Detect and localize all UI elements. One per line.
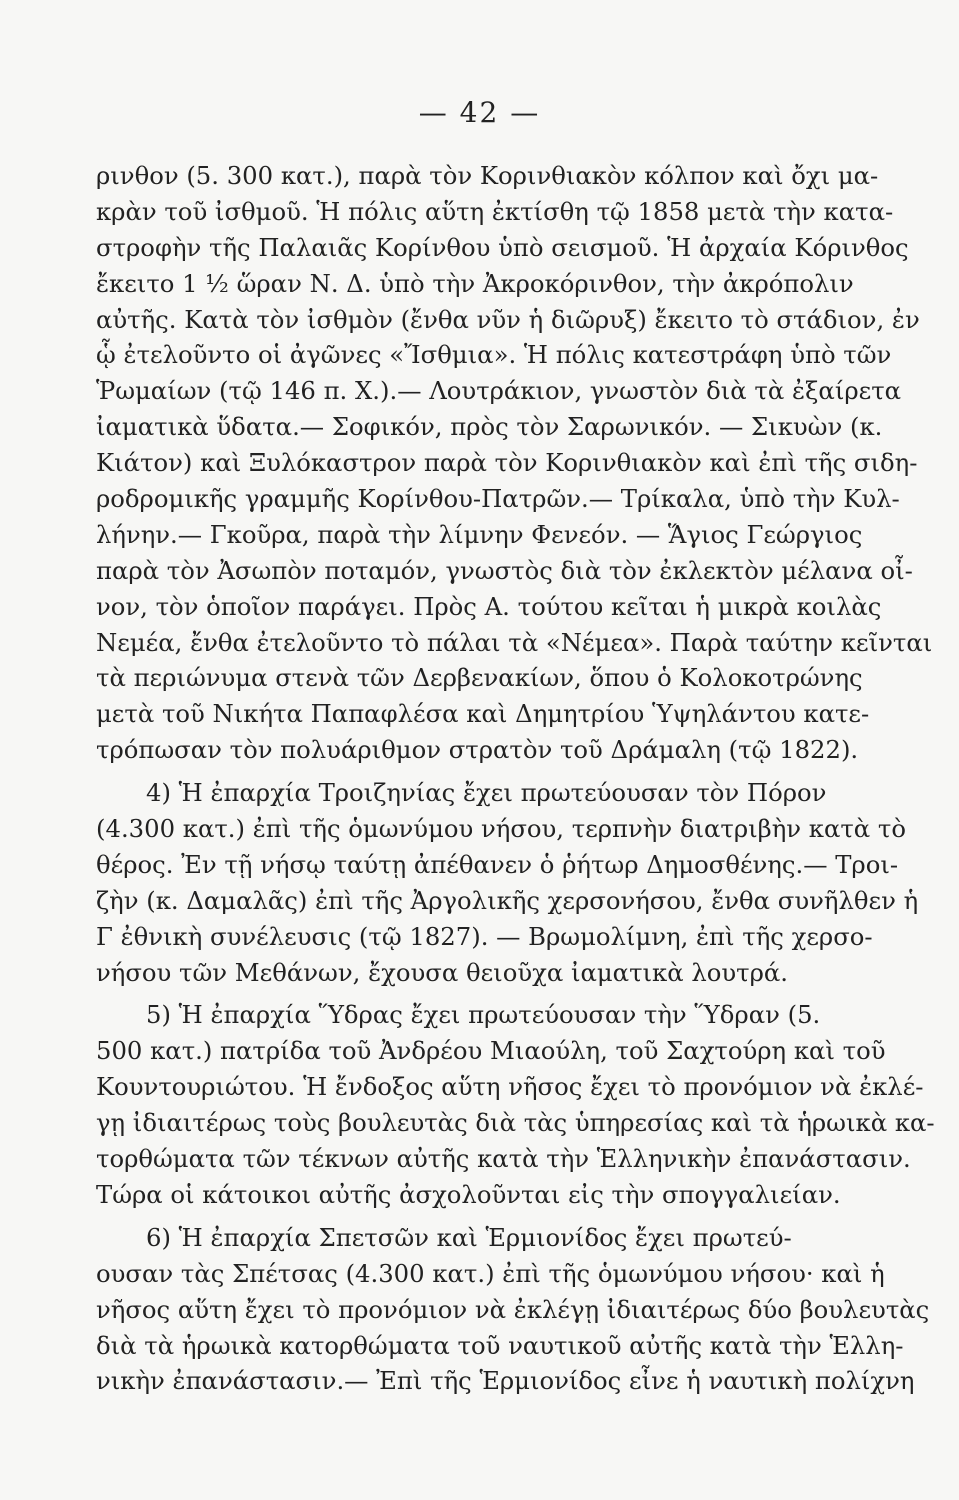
text-line: διὰ τὰ ἡρωικὰ κατορθώματα τοῦ ναυτικοῦ αὐτῆς κατὰ τὴν Ἑλλη-	[96, 1330, 904, 1360]
text-line: νικὴν ἐπανάστασιν.— Ἐπὶ τῆς Ἑρμιονίδος εἶνε ἡ ναυτικὴ πολίχνη	[96, 1366, 915, 1396]
text-line: νον, τὸν ὁποῖον παράγει. Πρὸς Α. τούτου κεῖται ἡ μικρὰ κοιλὰς	[96, 591, 882, 621]
text-line: στροφὴν τῆς Παλαιᾶς Κορίνθου ὑπὸ σεισμοῦ. Ἡ ἀρχαία Κόρινθος	[96, 232, 909, 262]
text-line: ζὴν (κ. Δαμαλᾶς) ἐπὶ τῆς Ἀργολικῆς χερσονήσου, ἔνθα συνῆλθεν ἡ	[96, 885, 919, 915]
text-line: τὰ περιώνυμα στενὰ τῶν Δερβενακίων, ὅπου ὁ Κολοκοτρώνης	[96, 663, 863, 693]
text-line: ρινθον (5. 300 κατ.), παρὰ τὸν Κορινθιακὸν κόλπον καὶ ὄχι μα-	[96, 161, 879, 190]
text-line: λήνην.— Γκοῦρα, παρὰ τὴν λίμνην Φενεόν. — Ἅγιος Γεώργιος	[96, 519, 863, 549]
text-line: μετὰ τοῦ Νικήτα Παπαφλέσα καὶ Δημητρίου Ὑψηλάντου κατε-	[96, 699, 870, 729]
text-line: Νεμέα, ἔνθα ἐτελοῦντο τὸ πάλαι τὰ «Νέμεα». Παρὰ ταύτην κεῖνται	[96, 627, 933, 657]
text-line: τρόπωσαν τὸν πολυάριθμον στρατὸν τοῦ Δράμαλη (τῷ 1822).	[96, 735, 859, 765]
text-line: κρὰν τοῦ ἰσθμοῦ. Ἡ πόλις αὕτη ἐκτίσθη τῷ 1858 μετὰ τὴν κατα-	[96, 196, 894, 226]
text-line: νήσου τῶν Μεθάνων, ἔχουσα θειοῦχα ἰαματικὰ λουτρά.	[96, 957, 789, 987]
paragraph-start-ydra: 5) Ἡ ἐπαρχία Ὕδρας ἔχει πρωτεύουσαν τὴν Ὕδραν (5.	[146, 1000, 821, 1030]
body-text	[96, 158, 935, 1399]
paragraph-start-spetses: 6) Ἡ ἐπαρχία Σπετσῶν καὶ Ἑρμιονίδος ἔχει πρωτεύ-	[146, 1222, 792, 1252]
paragraph-start-troizinia: 4) Ἡ ἐπαρχία Τροιζηνίας ἔχει πρωτεύουσαν τὸν Πόρον	[146, 778, 827, 808]
text-line: νῆσος αὕτη ἔχει τὸ προνόμιον νὰ ἐκλέγῃ ἰδιαιτέρως δύο βουλευτὰς	[96, 1294, 930, 1324]
page-number: — 42 —	[418, 96, 541, 129]
text-line: ἰαματικὰ ὕδατα.— Σοφικόν, πρὸς τὸν Σαρωνικόν. — Σικυὼν (κ.	[96, 412, 883, 442]
text-line: (4.300 κατ.) ἐπὶ τῆς ὁμωνύμου νήσου, τερπνὴν διατριβὴν κατὰ τὸ	[96, 814, 906, 844]
text-line: παρὰ τὸν Ἀσωπὸν ποταμόν, γνωστὸς διὰ τὸν ἐκλεκτὸν μέλανα οἶ-	[96, 555, 913, 585]
text-line: Ῥωμαίων (τῷ 146 π. Χ.).— Λουτράκιον, γνωστὸν διὰ τὰ ἐξαίρετα	[96, 376, 902, 406]
text-line: Γ ἐθνικὴ συνέλευσις (τῷ 1827). — Βρωμολίμνη, ἐπὶ τῆς χερσο-	[96, 921, 873, 951]
text-line: γῃ ἰδιαιτέρως τοὺς βουλευτὰς διὰ τὰς ὑπηρεσίας καὶ τὰ ἡρωικὰ κα-	[96, 1108, 935, 1138]
text-line: 500 κατ.) πατρίδα τοῦ Ἀνδρέου Μιαούλη, τοῦ Σαχτούρη καὶ τοῦ	[96, 1036, 886, 1066]
text-line: τορθώματα τῶν τέκνων αὐτῆς κατὰ τὴν Ἑλληνικὴν ἐπανάστασιν.	[96, 1144, 911, 1174]
text-line: ᾧ ἐτελοῦντο οἱ ἀγῶνες «Ἴσθμια». Ἡ πόλις κατεστράφη ὑπὸ τῶν	[96, 340, 892, 370]
text-line: Κουντουριώτου. Ἡ ἔνδοξος αὕτη νῆσος ἔχει τὸ προνόμιον νὰ ἐκλέ-	[96, 1072, 924, 1102]
text-line: αὐτῆς. Κατὰ τὸν ἰσθμὸν (ἔνθα νῦν ἡ διῶρυξ) ἔκειτο τὸ στάδιον, ἐν	[96, 304, 920, 334]
text-line: Τώρα οἱ κάτοικοι αὐτῆς ἀσχολοῦνται εἰς τὴν σπογγαλιείαν.	[96, 1179, 841, 1209]
text-line: ροδρομικῆς γραμμῆς Κορίνθου-Πατρῶν.— Τρίκαλα, ὑπὸ τὴν Κυλ-	[96, 484, 900, 514]
text-line: ουσαν τὰς Σπέτσας (4.300 κατ.) ἐπὶ τῆς ὁμωνύμου νήσου· καὶ ἡ	[96, 1258, 885, 1288]
text-line: Κιάτον) καὶ Ξυλόκαστρον παρὰ τὸν Κορινθιακὸν καὶ ἐπὶ τῆς σιδη-	[96, 448, 918, 478]
text-line: ἔκειτο 1 ½ ὥραν Ν. Δ. ὑπὸ τὴν Ἀκροκόρινθον, τὴν ἀκρόπολιν	[96, 268, 854, 298]
text-line: θέρος. Ἐν τῇ νήσῳ ταύτῃ ἀπέθανεν ὁ ῥήτωρ Δημοσθένης.— Τροι-	[96, 849, 899, 879]
